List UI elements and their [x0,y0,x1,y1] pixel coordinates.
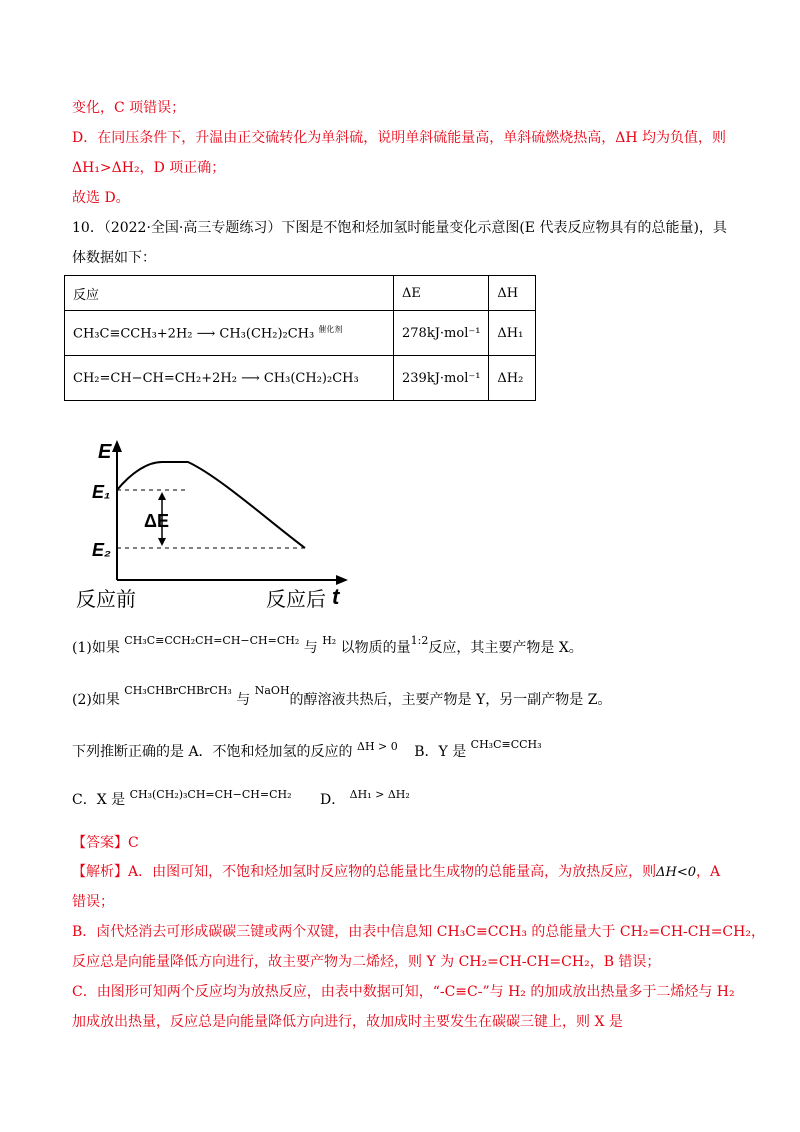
question-line: (2)如果 $^{CH_3CHBrCHBrCH_3}$ 与 $^{NaOH}$的醇溶液共热后，主要产物是 Y，另一副产物是 Z。 [72,684,612,708]
energy-curve [117,462,305,548]
table-cell-de: 278kJ·mol⁻¹ [394,311,489,356]
before-label: 反应前 [76,589,136,611]
question-stem: 体数据如下： [72,250,156,266]
text-line: 故选 D。 [72,190,130,206]
table-cell-reaction: CH₂=CH−CH=CH₂+2H₂ ⟶ CH₃(CH₂)₂CH₃ [65,356,394,401]
e1-label: E₁ [92,482,111,502]
question-line: C．X 是 $^{CH_3(CH_2)_3CH=CH-CH=CH_2}$ D． $^{\Delta H_1 > \Delta H_2}$ [72,788,410,808]
delta-arrow-head-down [158,538,166,546]
question-stem: 10．（2022·全国·高三专题练习）下图是不饱和烃加氢时能量变化示意图(E 代表反应物具有的总能量)，具 [72,220,727,236]
text-line: ΔH₁>ΔH₂，D 项正确； [72,160,226,176]
question-line: 下列推断正确的是 A．不饱和烃加氢的反应的 $^{\Delta H > 0}$ B．Y 是 $^{CH_3C\equiv CCH_3}$ [72,738,542,760]
explanation-line: 【解析】A．由图可知，不饱和烃加氢时反应物的总能量比生成物的总能量高，为放热反应，则ΔH<0，A [72,864,721,880]
e2-label: E₂ [92,540,111,560]
table-cell-dh: ΔH₁ [489,311,536,356]
delta-arrow-head-up [158,492,166,500]
y-axis-arrow [112,440,122,452]
x-axis-label: t [332,584,340,609]
text-line: D．在同压条件下，升温由正交硫转化为单斜硫，说明单斜硫能量高，单斜硫燃烧热高，ΔH 均为负值，则 [72,130,726,146]
table-header: ΔH [489,276,536,311]
explanation-line: B．卤代烃消去可形成碳碳三键或两个双键，由表中信息知 CH₃C≡CCH₃ 的总能量大于 CH₂=CH-CH=CH₂， [72,924,765,940]
explanation-line: 反应总是向能量降低方向进行，故主要产物为二烯烃，则 Y 为 CH₂=CH-CH=CH₂，B 错误； [72,954,661,970]
text-line: 变化，C 项错误； [72,100,186,116]
table-header: 反应 [65,276,394,311]
table-cell-de: 239kJ·mol⁻¹ [394,356,489,401]
explanation-line: 错误； [72,894,114,910]
energy-diagram [70,432,360,612]
answer-label: 【答案】C [72,835,139,851]
explanation-line: C．由图形可知两个反应均为放热反应，由表中数据可知，“-C≡C-”与 H₂ 的加成放出热量多于二烯烃与 H₂ [72,984,735,1000]
y-axis-label: E [98,441,112,463]
after-label: 反应后 [266,589,326,611]
table-cell-reaction [65,311,394,356]
reaction-equation: CH₃C≡CCH₃+2H₂ ⟶ CH₃(CH₂)₂CH₃ [73,326,315,342]
catalyst-label: 催化剂 [318,325,343,335]
question-line: (1)如果 $^{CH_3C\equiv CCH_2CH=CH-CH=CH_2}$ 与 $^{H_2}$ 以物质的量$^{1:2}$反应，其主要产物是 X。 [72,634,583,656]
table-header: ΔE [394,276,489,311]
delta-e-label: ΔE [144,511,169,531]
data-table [64,275,536,401]
explanation-line: 加成放出热量，反应总是向能量降低方向进行，故加成时主要发生在碳碳三键上，则 X 是 [72,1014,623,1030]
table-cell-dh: ΔH₂ [489,356,536,401]
